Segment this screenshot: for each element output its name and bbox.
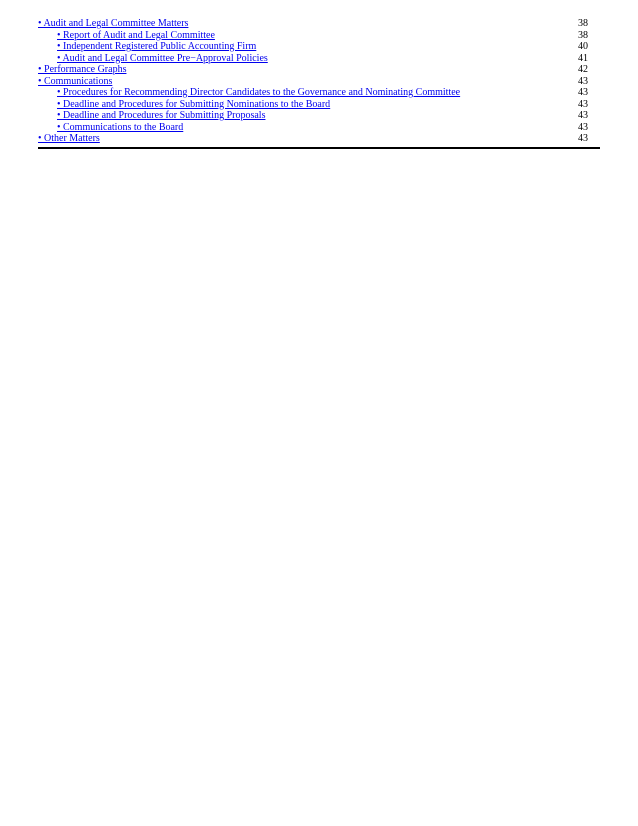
toc-entry-communications <box>38 76 600 88</box>
toc-link[interactable]: • Communications <box>38 75 113 87</box>
toc-entry-independent-registered-public-accounting-firm <box>38 41 600 53</box>
toc-link[interactable]: • Deadline and Procedures for Submitting Proposals <box>57 110 266 121</box>
toc-page-number: 41 <box>578 52 588 64</box>
toc-page-number: 43 <box>578 98 588 110</box>
toc-link[interactable]: • Procedures for Recommending Director Candidates to the Governance and Nominating Committee <box>57 87 461 98</box>
toc-page-number: 42 <box>578 64 588 75</box>
toc-link[interactable]: • Communications to the Board <box>57 121 184 133</box>
toc-page-number: 38 <box>578 29 588 41</box>
toc-entry-performance-graphs <box>38 64 600 76</box>
toc-entry-audit-and-legal-committee-matters <box>38 18 600 30</box>
toc-page-number: 43 <box>578 133 588 144</box>
toc-link[interactable]: • Other Matters <box>38 133 100 144</box>
toc-page-number: 43 <box>578 110 588 121</box>
toc-link[interactable]: • Independent Registered Public Accounting Firm <box>57 41 257 52</box>
toc-entry-deadline-nominations <box>38 99 600 111</box>
toc-entry-communications-to-the-board <box>38 122 600 134</box>
toc-page-number: 43 <box>578 87 588 98</box>
toc-entry-deadline-proposals <box>38 110 600 122</box>
table-of-contents <box>38 18 600 149</box>
toc-page-number: 38 <box>578 18 588 29</box>
toc-entry-other-matters <box>38 133 600 145</box>
toc-page-number: 43 <box>578 121 588 133</box>
toc-page-number: 40 <box>578 41 588 52</box>
toc-link[interactable]: • Audit and Legal Committee Pre−Approval Policies <box>57 52 268 64</box>
toc-entry-procedures-recommending-director-candidates <box>38 87 600 99</box>
toc-link[interactable]: • Deadline and Procedures for Submitting Nominations to the Board <box>57 98 331 110</box>
toc-link[interactable]: • Report of Audit and Legal Committee <box>57 29 215 41</box>
toc-entry-pre-approval-policies <box>38 53 600 65</box>
toc-bottom-rule <box>38 147 600 149</box>
toc-link[interactable]: • Audit and Legal Committee Matters <box>38 18 189 29</box>
toc-link[interactable]: • Performance Graphs <box>38 64 127 75</box>
toc-page-number: 43 <box>578 75 588 87</box>
toc-entry-report-of-audit-and-legal-committee <box>38 30 600 42</box>
